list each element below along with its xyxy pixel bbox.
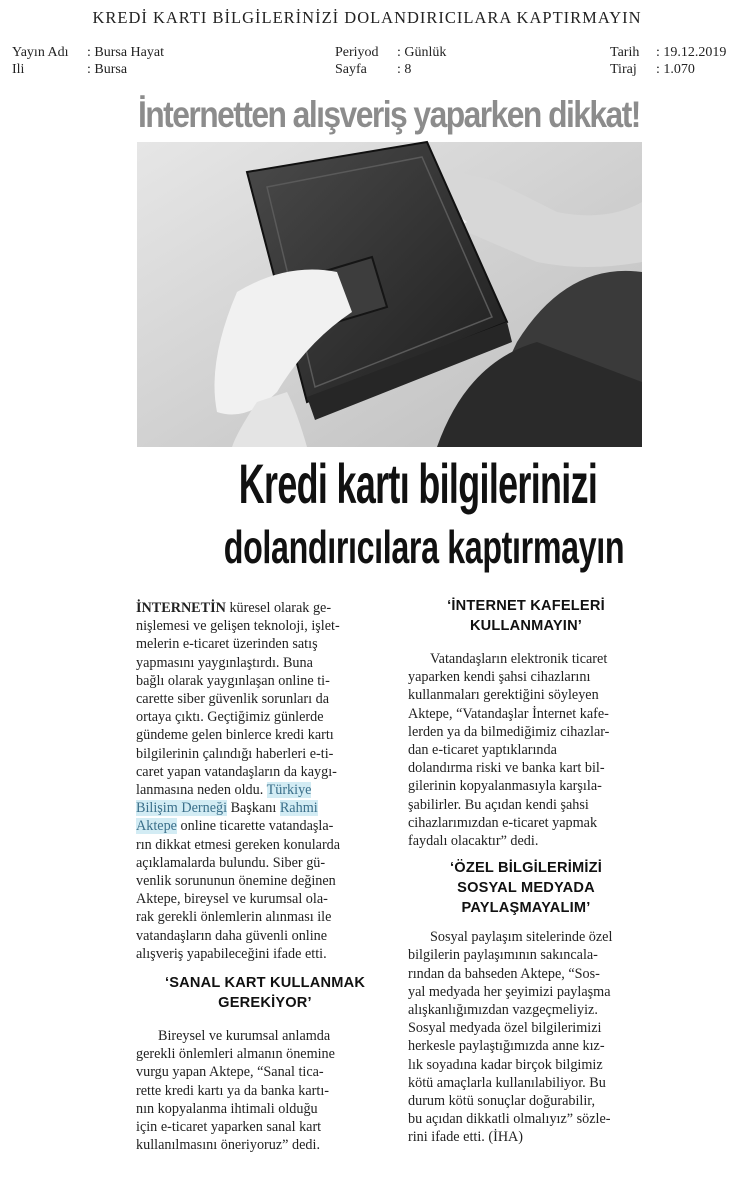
date-value: : 19.12.2019 xyxy=(656,45,727,60)
text-line: bilgilerin paylaşımının sakıncala- xyxy=(408,947,598,964)
subheading-internet-cafe xyxy=(408,596,644,636)
right-column xyxy=(408,596,644,1147)
text-line: Sosyal medyada özel bilgilerimizi xyxy=(408,1020,602,1037)
social-media-paragraph xyxy=(408,928,644,1146)
intro-paragraph xyxy=(136,599,394,963)
text-line: venlik sorununun önemine değinen xyxy=(136,873,336,890)
text-line: bağlı olarak yaygınlaşan online ti- xyxy=(136,672,330,689)
headline-line-1 xyxy=(138,452,638,516)
article-kicker: İnternetten alışveriş yaparken dikkat! xyxy=(138,94,640,135)
wallet-hands-image xyxy=(137,142,642,447)
left-column xyxy=(136,599,394,1154)
text-line: yal medyada her şeyimizi paylaşma xyxy=(408,983,611,1000)
text-line: kötü amaçlarla kullanılabiliyor. Bu xyxy=(408,1074,606,1091)
text-line: herkesle paylaştığımızda anne kız- xyxy=(408,1038,605,1055)
text-fragment: Başkanı xyxy=(227,800,280,817)
text-line: gerekli önlemleri almanın önemine xyxy=(136,1046,335,1063)
meta-period xyxy=(335,44,446,78)
page-label: Sayfa xyxy=(335,62,367,77)
circulation-value: : 1.070 xyxy=(656,62,695,77)
subheading-line: ‘SANAL KART KULLANMAK xyxy=(164,975,366,992)
date-label: Tarih xyxy=(610,45,640,60)
text-line: rak gerekli önlemlerin alınması ile xyxy=(136,909,332,926)
subheading-line: GEREKİYOR’ xyxy=(218,995,312,1012)
circulation-label: Tiraj xyxy=(610,62,637,77)
text-line: melerin e-ticaret üzerinden satış xyxy=(136,636,318,653)
text-line: açıklamalarda bulundu. Siber gü- xyxy=(136,854,326,871)
text-line: kullanmaları gerektiğini söyleyen xyxy=(408,687,599,704)
text-line: küresel olarak ge- xyxy=(225,600,332,616)
city-value: : Bursa xyxy=(87,62,128,77)
text-line: online ticarette vatandaşla- xyxy=(176,818,334,835)
headline-text-1: Kredi kartı bilgilerinizi xyxy=(238,452,598,515)
text-line: alışkanlığımızdan vazgeçmeliyiz. xyxy=(408,1002,598,1019)
clipping-title: KREDİ KARTI BİLGİLERİNİZİ DOLANDIRICILARA KAPTIRMAYIN xyxy=(92,8,642,27)
text-line: ortaya çıktı. Geçtiğimiz günlerde xyxy=(136,709,324,726)
subheading-line: ‘İNTERNET KAFELERİ xyxy=(447,598,605,614)
text-line: yapmasını yaygınlaştırdı. Buna xyxy=(136,654,313,671)
publication-label: Yayın Adı xyxy=(12,45,69,60)
subheading-line: PAYLAŞMAYALIM’ xyxy=(461,900,591,917)
internet-cafe-paragraph xyxy=(408,650,644,850)
text-line: nişlemesi ve gelişen teknoloji, işlet- xyxy=(136,618,340,635)
text-line: bu açıdan dikkatli olmalıyız” sözle- xyxy=(408,1111,611,1128)
text-line: gündeme gelen binlerce kredi kartı xyxy=(136,727,334,744)
text-line: Aktepe, bireysel ve kurumsal ola- xyxy=(136,891,328,908)
article-photo xyxy=(137,142,642,447)
text-line: rından da bahseden Aktepe, “Sos- xyxy=(408,965,600,982)
text-line: alışveriş yapabileceğini ifade etti. xyxy=(136,945,327,962)
meta-publication xyxy=(12,44,164,78)
person-name: Rahmi xyxy=(279,800,318,817)
text-line: Sosyal paylaşım sitelerinde özel xyxy=(430,929,613,946)
subheading-line: SOSYAL MEDYADA xyxy=(457,880,595,897)
subheading-line: KULLANMAYIN’ xyxy=(469,618,583,634)
person-name: Aktepe xyxy=(136,818,177,835)
subheading-social-media xyxy=(408,858,644,918)
text-line: Bireysel ve kurumsal anlamda xyxy=(158,1028,331,1045)
virtual-card-paragraph xyxy=(136,1027,394,1154)
text-line: lanmasına neden oldu. xyxy=(136,782,267,799)
subheading-virtual-card xyxy=(136,973,394,1013)
text-line: şabilirler. Bu açıdan kendi şahsi xyxy=(408,796,589,813)
text-line: carette siber güvenlik sorunları da xyxy=(136,691,330,708)
text-line: bilgilerinin çalındığı haberleri e-ti- xyxy=(136,745,334,762)
headline-line-2 xyxy=(138,520,638,574)
organization-name: Bilişim Derneği xyxy=(136,800,228,817)
organization-name: Türkiye xyxy=(266,782,312,799)
text-line: dan e-ticaret yaptıklarında xyxy=(408,742,557,759)
city-label: Ili xyxy=(12,62,25,77)
period-label: Periyod xyxy=(335,45,379,60)
text-line: lık soyadına kadar birçok bilgimiz xyxy=(408,1056,603,1073)
period-value: : Günlük xyxy=(397,45,447,60)
meta-date xyxy=(610,44,726,78)
text-line: cihazlarımızdan e-ticaret yapmak xyxy=(408,814,598,831)
text-line: için e-ticaret yaparken sanal kart xyxy=(136,1119,322,1136)
subheading-line: ‘ÖZEL BİLGİLERİMİZİ xyxy=(450,860,602,877)
text-line: lerden ya da bilmediğimiz cihazlar- xyxy=(408,723,610,740)
page-value: : 8 xyxy=(397,62,412,77)
text-line: vatandaşların daha güvenli online xyxy=(136,927,328,944)
text-line: kullanılmasını öneriyoruz” dedi. xyxy=(136,1137,320,1154)
lead-word: İNTERNETİN xyxy=(136,600,226,616)
text-line: durum kötü sonuçlar doğurabilir, xyxy=(408,1093,595,1110)
headline-text-2: dolandırıcılara kaptırmayın xyxy=(223,521,625,573)
text-line: yaparken kendi şahsi cihazlarını xyxy=(408,669,591,686)
text-line: Vatandaşların elektronik ticaret xyxy=(430,651,608,667)
text-line: Aktepe, “Vatandaşlar İnternet kafe- xyxy=(408,705,609,722)
text-line: faydalı olacaktır” dedi. xyxy=(408,833,539,850)
text-line: rın dikkat etmesi gereken konularda xyxy=(136,836,341,853)
text-line: gilerinin kopyalanmasıyla karşıla- xyxy=(408,778,602,795)
text-line: vurgu yapan Aktepe, “Sanal tica- xyxy=(136,1064,324,1081)
text-line: rini ifade etti. (İHA) xyxy=(408,1129,524,1146)
text-line: dolandırma riski ve banka kart bil- xyxy=(408,760,605,777)
publication-value: : Bursa Hayat xyxy=(87,45,164,60)
text-line: nın kopyalanma ihtimali olduğu xyxy=(136,1100,318,1117)
text-line: caret yapan vatandaşların da kaygı- xyxy=(136,763,337,780)
text-line: rette kredi kartı ya da banka kartı- xyxy=(136,1082,330,1099)
